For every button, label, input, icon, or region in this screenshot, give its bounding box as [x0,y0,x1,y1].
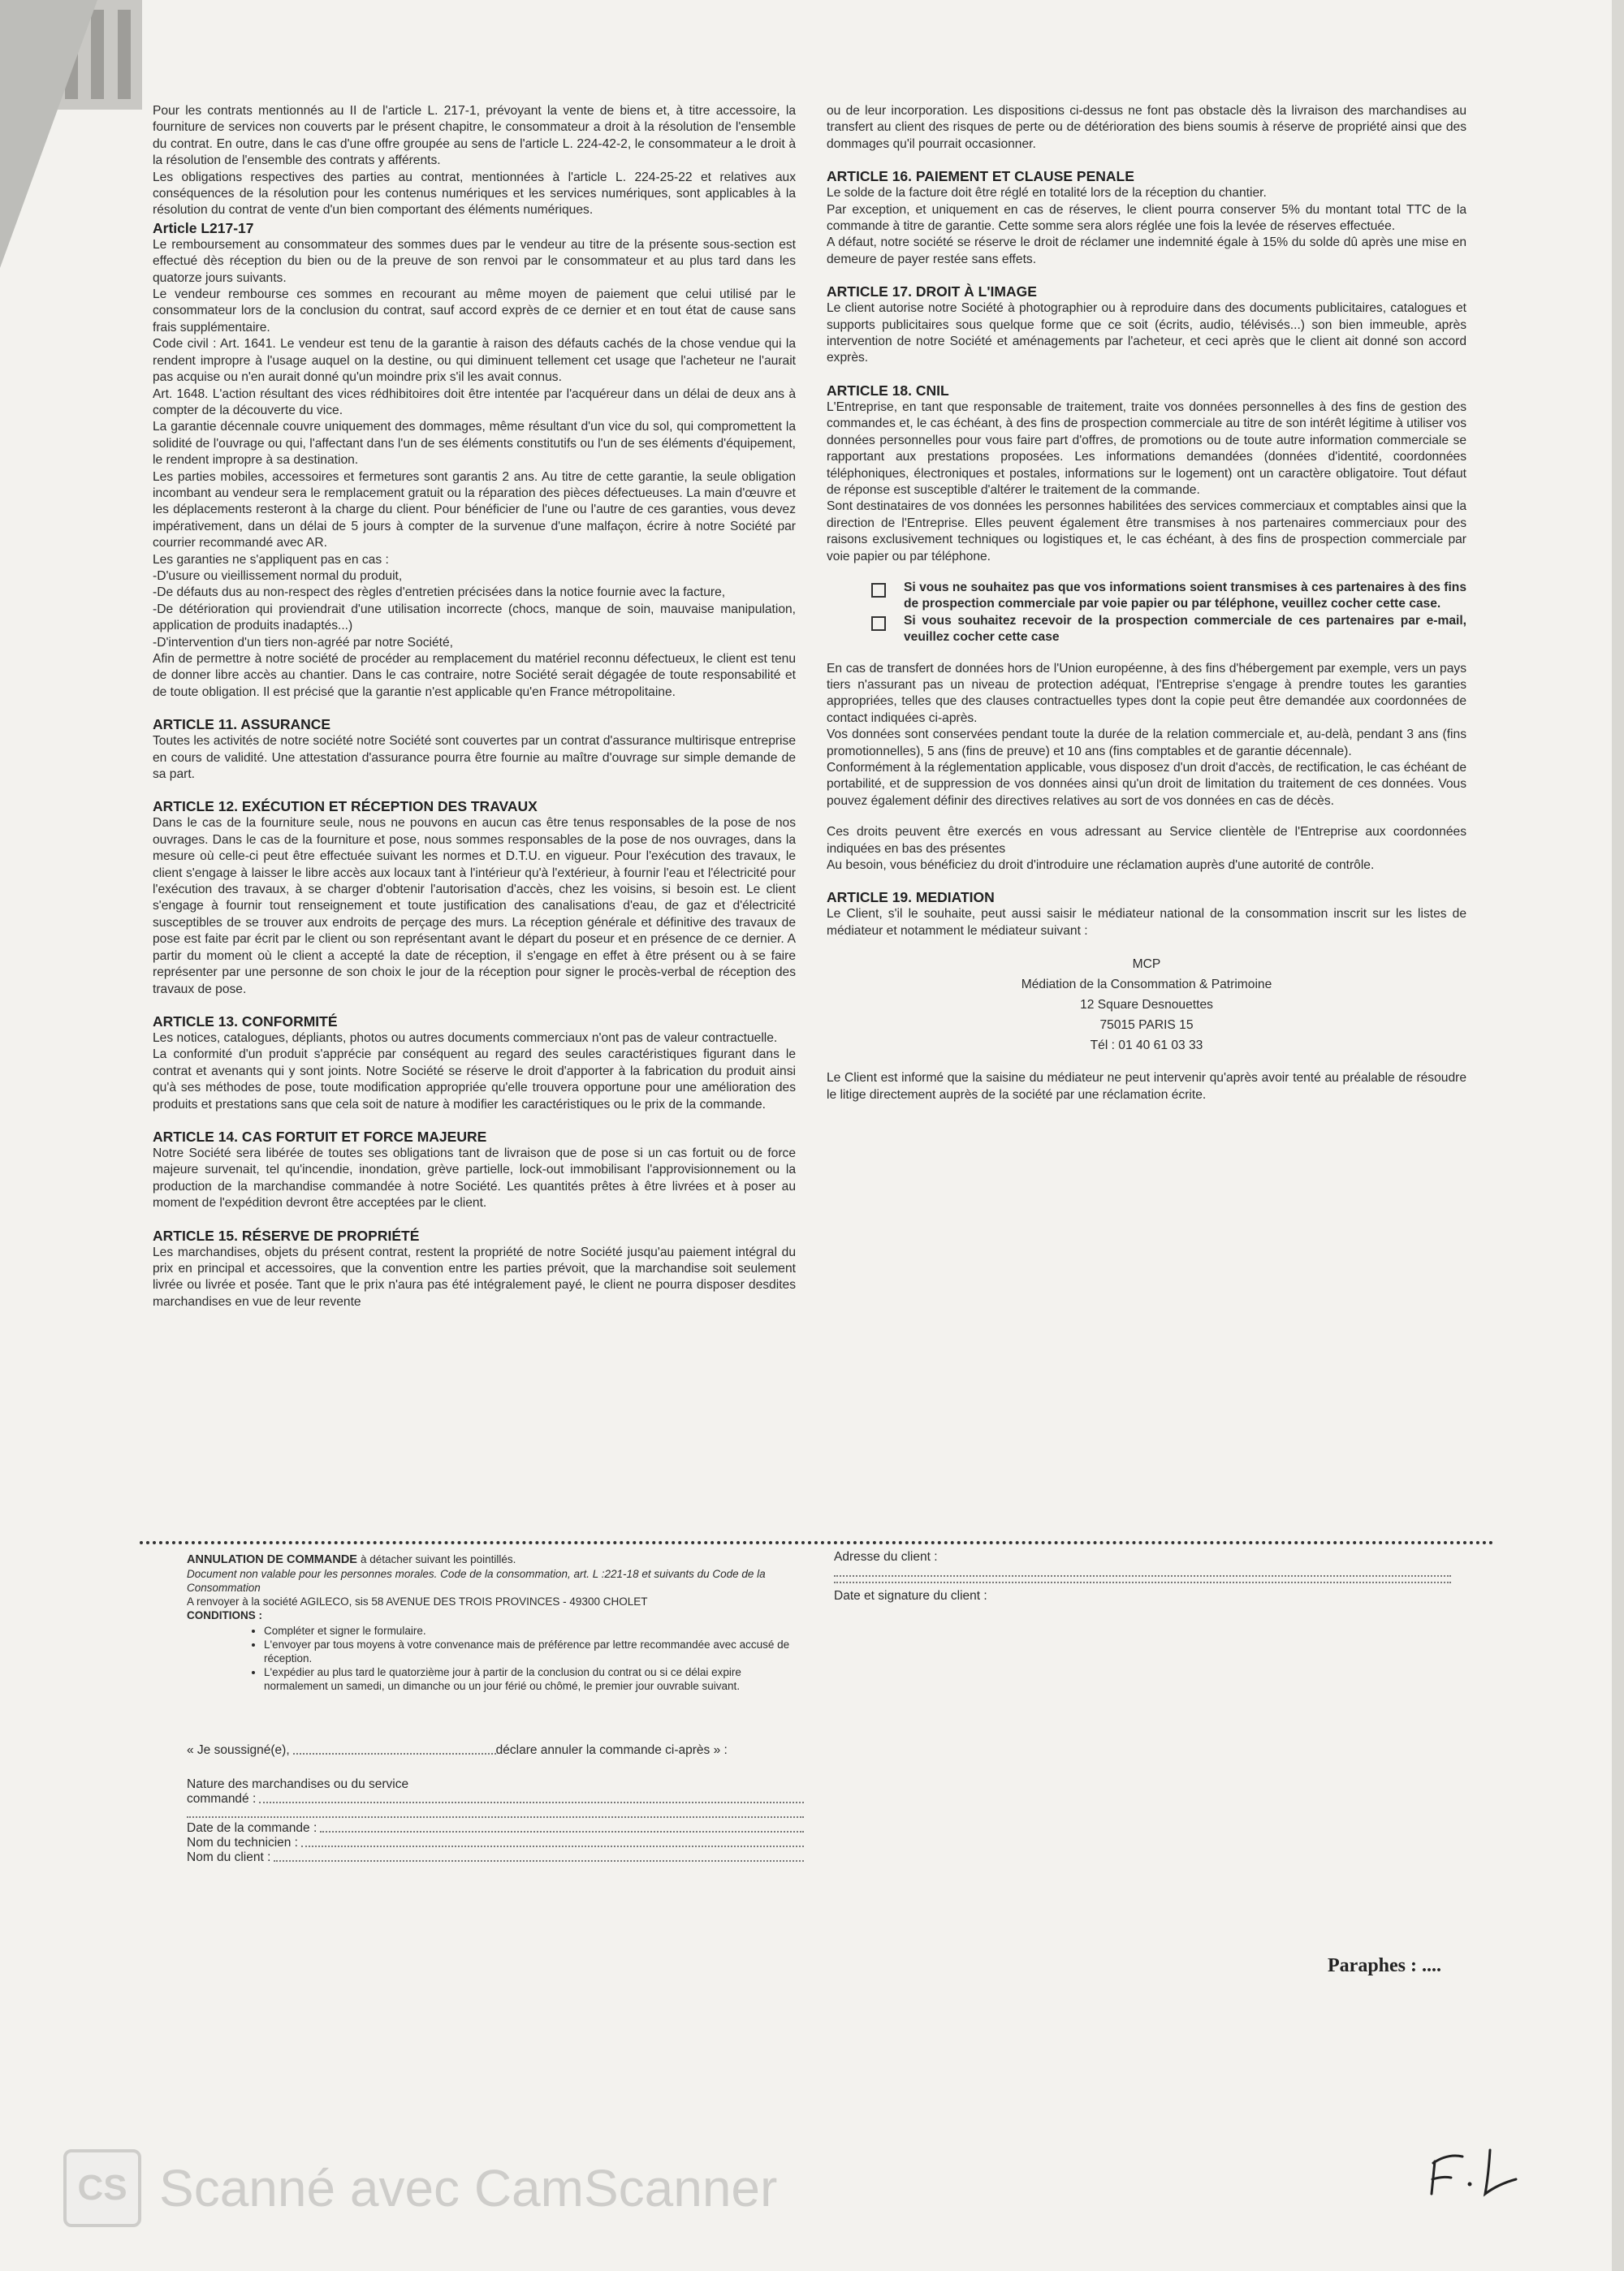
name-field[interactable] [293,1752,496,1755]
section-gap [153,701,796,715]
mediator-line: 75015 PARIS 15 [1099,1018,1194,1033]
section-gap [827,268,1466,283]
handwritten-initials-signature [1425,2144,1531,2208]
terms-paragraph: Le Client, s'il le souhaite, peut aussi saisir le médiateur national de la consommation inscrit sur les listes de médiateur et notamment le médiateur suivant : [827,907,1466,938]
terms-paragraph: Toutes les activités de notre société notre Société sont couvertes par un contrat d'assurance multirisque entreprise en cours de validité. Une attestation d'assurance pourra être fournie au maître d'ouvrage sur simple demande de sa part. [153,734,796,782]
terms-paragraph: Code civil : Art. 1641. Le vendeur est tenu de la garantie à raison des défauts cachés de la chose vendue qui la rendent impropre à l'usage auquel on la destine, ou qui diminuent tellement cet usage que l'acheteur ne l'aurait pas acquise ou n'en aurait donné qu'un moindre prix s'il les avait connus. [153,337,796,385]
terms-paragraph: La conformité d'un produit s'apprécie par conséquent au regard des seules caractéristiques figurant dans le contrat et avenants qui y sont joints. Notre Société se réserve le droit d'apporter à la fabrication du produit ainsi qu'à ses méthodes de pose, toute modification appropriée qu'elle trouvera opportune pour une amélioration des produits et prestations sans que cela soit de nature à modifier les caractéristiques ou le prix de la commande. [153,1047,796,1112]
article-heading: Article L217-17 [153,219,254,236]
cancellation-note: Document non valable pour les personnes morales. Code de la consommation, art. L :221-18 et suivants du Code de la Consommation [187,1568,766,1594]
condition-item: • L'expédier au plus tard le quatorzième jour à partir de la conclusion du contrat ou si ce délai expire normalement un samedi, un dimanche ou un jour férié ou chômé, le premier jour ouvrable suivant. [264,1665,804,1693]
technician-label: Nom du technicien : [187,1836,298,1850]
client-address-label: Adresse du client : [834,1550,938,1564]
technician-field[interactable] [301,1845,804,1847]
return-address: A renvoyer à la société AGILECO, sis 58 AVENUE DES TROIS PROVINCES - 49300 CHOLET [187,1595,648,1608]
nature-field[interactable] [259,1801,804,1803]
client-info-block [834,1549,1451,1604]
order-date-line [187,1821,804,1836]
article-heading: ARTICLE 17. DROIT À L'IMAGE [827,283,1037,300]
cancellation-form [187,1552,804,1865]
article-heading: ARTICLE 15. RÉSERVE DE PROPRIÉTÉ [153,1227,420,1244]
declaration-start: « Je soussigné(e), [187,1743,290,1757]
technician-line [187,1836,804,1850]
section-gap [153,783,796,797]
terms-paragraph: Les obligations respectives des parties au contrat, mentionnées à l'article L. 224-25-22 et relatives aux conséquences de la résolution pour les contenus numériques et les services numériques, sont applicables à la résolution du contrat de vente d'un bien comportant des éléments numériques. [153,170,796,218]
terms-paragraph: Notre Société sera libérée de toutes ses obligations tant de livraison que de pose si un cas fortuit ou de force majeure survenait, tel qu'incendie, inondation, grève partielle, lock-out immobilisant l'approvisionnement ou la production de la marchandise commandée à notre Société. Les quantités prêtes à être livrées et à poser au moment de l'expédition devront être acceptées par le client. [153,1146,796,1211]
article-heading: ARTICLE 18. CNIL [827,382,949,399]
camscanner-watermark [63,2149,777,2227]
article-heading: ARTICLE 12. EXÉCUTION ET RÉCEPTION DES TRAVAUX [153,798,538,815]
order-date-field[interactable] [320,1830,804,1833]
terms-paragraph: Vos données sont conservées pendant toute la durée de la relation commerciale et, au-delà, pendant 3 ans (fins promotionnelles), 5 ans (fins de preuve) et 10 ans (fins comptables et de garantie décennale). [827,727,1466,758]
terms-left-column [153,103,796,1310]
terms-paragraph: Le solde de la facture doit être réglé en totalité lors de la réception du chantier. [827,186,1267,201]
terms-paragraph: Dans le cas de la fourniture seule, nous ne pouvons en aucun cas être tenus responsables de la pose de nos ouvrages. Dans le cas de la fourniture et pose, nous sommes responsables de la pose de nos ouvrages, dans la mesure où celle-ci peut être effectuée suivant les normes et D.T.U. en vigueur. Pour l'exécution des travaux, le client s'engage à laisser le libre accès aux locaux tant à l'intérieur qu'à l'extérieur, à fournir l'eau et l'électricité pour l'exécution des travaux, à se charger d'obtenir l'autorisation d'accès, chez les voisins, si besoin est. Le client s'engage à fournir tout renseignement et toute justification des canalisations d'eau, de gaz et d'électricité susceptibles de se trouver aux endroits de perçage des murs. La réception générale et définitive des travaux de pose est faite par écrit par le client ou son représentant avant le départ du poseur et en présence de ce dernier. A partir du moment où le client a accepté la date de réception, il s'engage en effet à être présent ou à se faire représenter par une personne de son choix le jour de la réception pour signer le procès-verbal de réception des travaux de pose. [153,816,796,996]
article-heading: ARTICLE 11. ASSURANCE [153,716,331,733]
terms-paragraph: Le client autorise notre Société à photographier ou à reproduire dans des documents publicitaires, catalogues et supports publicitaires sous quelque forme que ce soit (écrits, audio, télévisés...) son bien immeuble, après intervention de notre Société et aménagements par l'acheteur, et ceci après que le client ait donné son accord exprès. [827,301,1466,365]
terms-paragraph: Pour les contrats mentionnés au II de l'article L. 217-1, prévoyant la vente de biens et, à titre accessoire, la fourniture de services non couverts par le présent chapitre, le consommateur a droit à la résolution de l'ensemble du contrat. En outre, dans le cas d'une offre groupée au sens de l'article L. 224-42-2, le consommateur a le droit à la résolution de l'ensemble des contrats y afférents. [153,104,796,168]
terms-paragraph: L'Entreprise, en tant que responsable de traitement, traite vos données personnelles à des fins de gestion des commandes et, le cas échéant, à des fins de prospection commerciale au titre de son intérêt légitime à utiliser vos données personnelles pour vous faire part d'offres, de promotions ou de toute autre information commerciale se rapportant aux prestations proposées. Les informations demandées (données d'identité, coordonnées téléphoniques, électroniques et postales, informations sur le logement) ont un caractère obligatoire. Tout défaut de réponse est susceptible d'altérer le traitement de la commande. [827,399,1466,497]
nature-label: Nature des marchandises ou du service [187,1777,409,1791]
terms-right-column [827,103,1466,1103]
mediator-line: MCP [1132,957,1161,972]
terms-paragraph: Ces droits peuvent être exercés en vous adressant au Service clientèle de l'Entreprise aux coordonnées indiquées en bas des présentes [827,825,1466,856]
client-name-field[interactable] [274,1859,804,1862]
terms-paragraph: A défaut, notre société se réserve le droit de réclamer une indemnité égale à 15% du solde dû après une mise en demeure de payer restée sans effets. [827,235,1466,266]
condition-item: • L'envoyer par tous moyens à votre convenance mais de préférence par lettre recommandée avec accusé de réception. [264,1638,804,1665]
nature-line [187,1792,804,1807]
declaration-line [187,1743,804,1758]
mediator-line: Médiation de la Consommation & Patrimoine [1021,978,1272,992]
terms-paragraph: La garantie décennale couvre uniquement des dommages, même résultant d'un vice du sol, qui compromettent la solidité de l'ouvrage ou qui, l'affectant dans l'un de ses éléments constitutifs ou l'un de ses éléments d'équipement, le rendent impropre à sa destination. [153,420,796,468]
client-name-label: Nom du client : [187,1850,271,1864]
section-gap [827,646,1466,661]
terms-paragraph: Le Client est informé que la saisine du médiateur ne peut intervenir qu'après avoir tenté au préalable de résoudre le litige directement auprès de la société par une réclamation écrite. [827,1071,1466,1102]
section-gap [153,1113,796,1128]
consent-checkbox-row[interactable] [871,580,1466,613]
article-heading: ARTICLE 14. CAS FORTUIT ET FORCE MAJEURE [153,1128,487,1145]
terms-paragraph: Sont destinataires de vos données les personnes habilitées des services commerciaux et comptables ainsi que la direction de l'Entreprise. Elles peuvent également être transmises à nos partenaires commerciaux pour des raisons exclusivement techniques ou logistiques et, le cas échéant, à des fins de prospection commerciale par voie papier ou par téléphone. [827,499,1466,563]
mediator-address [827,954,1466,1056]
terms-paragraph: Le remboursement au consommateur des sommes dues par le vendeur au titre de la présente sous-section est effectué dès réception du bien ou de la preuve de son renvoi par le consommateur et au plus tard dans les quatorze jours suivants. [153,237,796,285]
nature-label-2: commandé : [187,1792,257,1806]
consent-label: Si vous ne souhaitez pas que vos informations soient transmises à ces partenaires à des fins de prospection commerciale par voie papier ou par téléphone, veuillez cocher cette case. [904,580,1466,611]
terms-paragraph: Afin de permettre à notre société de procéder au remplacement du matériel reconnu défectueux, le client est tenu de donner libre accès au chantier. Dans le cas contraire, notre Société serait dégagée de toute responsabilité et de toute obligation. Il est précisé que la garantie n'est applicable qu'en France métropolitaine. [153,652,796,699]
terms-paragraph: ou de leur incorporation. Les dispositions ci-dessus ne font pas obstacle dès la livraison des marchandises au transfert au client des risques de perte ou de détérioration des biens soumis à réserve de propriété ainsi que des dommages qu'il pourrait occasionner. [827,104,1466,151]
terms-paragraph: Par exception, et uniquement en cas de réserves, le client pourra conserver 5% du montant total TTC de la commande à titre de garantie. Cette somme sera alors réglée une fois la levée de réserves effectuée. [827,202,1466,234]
cut-dotted-line [140,1541,1494,1544]
nature-field-extra[interactable] [187,1816,804,1818]
section-gap [153,1212,796,1227]
cancellation-title: ANNULATION DE COMMANDE [187,1553,357,1566]
section-gap [827,810,1466,824]
section-gap [827,367,1466,382]
declaration-end: déclare annuler la commande ci-après » : [495,1743,728,1757]
mediator-line: 12 Square Desnouettes [1080,998,1213,1012]
section-gap [153,998,796,1012]
camscanner-text: Scanné avec CamScanner [159,2159,778,2217]
article-heading: ARTICLE 13. CONFORMITÉ [153,1012,338,1030]
client-address-field[interactable] [834,1565,1451,1577]
terms-paragraph: En cas de transfert de données hors de l'Union européenne, à des fins d'hébergement par exemple, vers un pays tiers n'assurant pas un niveau de protection adéquat, l'Entreprise s'engage à prendre toutes les garanties appropriées, telles que des clauses contractuelles types dont la copie peut être demandée aux coordonnées de contact indiquées ci-après. [827,661,1466,725]
order-date-label: Date de la commande : [187,1821,317,1835]
section-gap [827,565,1466,580]
terms-paragraph: Les notices, catalogues, dépliants, photos ou autres documents commerciaux n'ont pas de valeur contractuelle. [153,1030,778,1045]
terms-paragraph: -De défauts dus au non-respect des règles d'entretien précisées dans la notice fournie avec la facture, [153,585,726,600]
consent-checkbox[interactable] [871,583,886,598]
client-signature-label: Date et signature du client : [834,1589,987,1603]
camscanner-logo-icon: CS [63,2149,141,2227]
conditions-list [187,1624,804,1693]
section-gap [827,1056,1466,1070]
client-name-line [187,1850,804,1865]
paraphes-label: Paraphes : .... [1328,1955,1441,1976]
article-heading: ARTICLE 16. PAIEMENT ET CLAUSE PENALE [827,168,1134,185]
condition-item: • Compléter et signer le formulaire. [264,1624,804,1638]
terms-paragraph: -D'usure ou vieillissement normal du produit, [153,568,403,583]
nature-extra-line [187,1807,804,1821]
section-gap [827,153,1466,167]
conditions-label: CONDITIONS : [187,1609,262,1621]
consent-checkbox-row[interactable] [871,613,1466,646]
terms-paragraph: -D'intervention d'un tiers non-agréé par notre Société, [153,635,454,650]
folded-corner-shadow [0,0,97,268]
terms-paragraph: Les garanties ne s'appliquent pas en cas : [153,552,389,567]
mediator-line: Tél : 01 40 61 03 33 [1090,1038,1203,1053]
article-heading: ARTICLE 19. MEDIATION [827,889,995,906]
terms-paragraph: Les parties mobiles, accessoires et fermetures sont garantis 2 ans. Au titre de cette garantie, la seule obligation incombant au vendeur sera le remplacement gratuit ou la réparation des pièces défectueuses. La main d'œuvre et les déplacements resteront à la charge du client. Pour bénéficier de l'une ou l'autre de ces garanties, vous devez impérativement, dans un délai de 5 jours à compter de la survenue d'une malfaçon, écrire à notre Société par courrier recommandé avec AR. [153,469,796,550]
cancellation-title-suffix: à détacher suivant les pointillés. [361,1553,516,1565]
terms-paragraph: Conformément à la réglementation applicable, vous disposez d'un droit d'accès, de rectification, le cas échéant de portabilité, et de suppression de vos données ainsi qu'un droit de limitation du traitement de ces données. Vous pouvez également définir des directives relatives au sort de vos données en cas de décès. [827,761,1466,808]
consent-checkbox[interactable] [871,616,886,631]
terms-paragraph: -De détérioration qui proviendrait d'une utilisation incorrecte (chocs, manque de soin, mauvaise manipulation, application de produits inadaptés...) [153,602,796,633]
terms-paragraph: Art. 1648. L'action résultant des vices rédhibitoires doit être intentée par l'acquéreur dans un délai de deux ans à compter de la découverte du vice. [153,386,796,417]
terms-paragraph: Le vendeur rembourse ces sommes en recourant au même moyen de paiement que celui utilisé par le consommateur lors de la conclusion du contrat, sauf accord exprès de ce dernier et en tout état de cause sans frais supplémentaire. [153,287,796,335]
terms-paragraph: Les marchandises, objets du présent contrat, restent la propriété de notre Société jusqu'au paiement intégral du prix en principal et accessoires, que la convention entre les parties prévoit, que la marchandise soit seulement livrée ou livrée et posée. Tant que le prix n'aura pas été intégralement payé, le client ne pourra disposer desdites marchandises en vue de leur revente [153,1245,796,1309]
terms-paragraph: Au besoin, vous bénéficiez du droit d'introduire une réclamation auprès d'une autorité de contrôle. [827,858,1375,873]
consent-label: Si vous souhaitez recevoir de la prospection commerciale de ces partenaires par e-mail, veuillez cocher cette case [904,613,1466,645]
client-address-field-2[interactable] [834,1577,1451,1583]
section-gap [827,874,1466,888]
